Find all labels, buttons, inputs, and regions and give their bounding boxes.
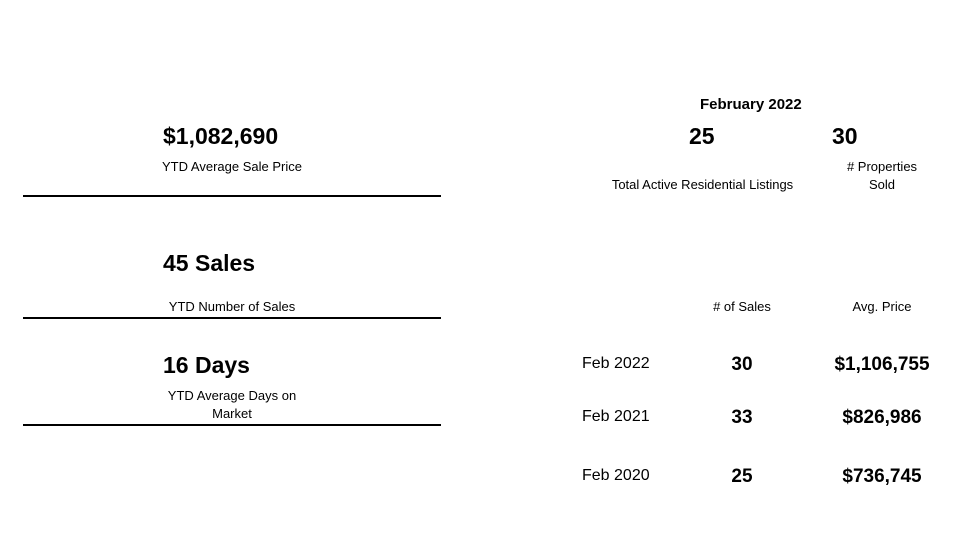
table-row-sales: 30 (731, 354, 753, 375)
table-header-sales: # of Sales (713, 299, 771, 314)
table-row-price: $1,106,755 (834, 354, 930, 375)
ytd-avg-days-label: YTD Average Days on Market (167, 388, 297, 421)
table-row-sales: 25 (731, 466, 753, 487)
ytd-number-of-sales-label: YTD Number of Sales (168, 299, 296, 314)
table-row-price: $736,745 (842, 466, 922, 487)
table-row-period: Feb 2020 (582, 467, 650, 484)
active-listings-label: Total Active Residential Listings (611, 177, 794, 192)
month-title: February 2022 (700, 96, 802, 113)
table-header-price: Avg. Price (852, 299, 912, 314)
ytd-number-of-sales-value: 45 Sales (163, 250, 256, 276)
ytd-avg-sale-price-label: YTD Average Sale Price (162, 159, 302, 174)
divider (23, 317, 441, 319)
table-row-price: $826,986 (842, 407, 922, 428)
active-listings-value: 25 (689, 123, 715, 149)
divider (23, 424, 441, 426)
table-row-period: Feb 2022 (582, 355, 650, 372)
properties-sold-value: 30 (832, 123, 858, 149)
properties-sold-label: # Properties Sold (846, 159, 918, 192)
table-row-period: Feb 2021 (582, 408, 650, 425)
ytd-avg-sale-price-value: $1,082,690 (163, 123, 279, 149)
divider (23, 195, 441, 197)
ytd-avg-days-value: 16 Days (163, 352, 250, 378)
table-row-sales: 33 (731, 407, 753, 428)
